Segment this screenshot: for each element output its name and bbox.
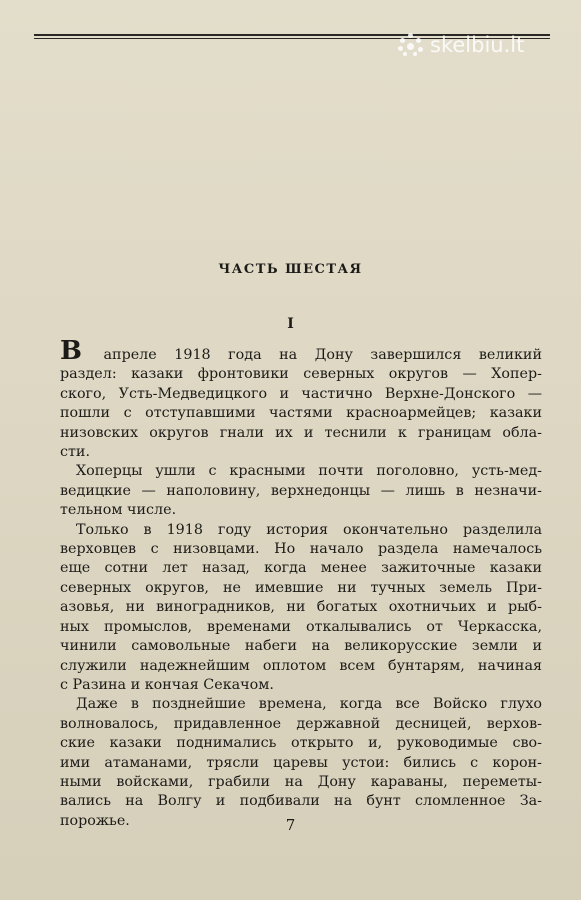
text-line: сти.	[60, 444, 90, 461]
watermark-text: skelbiu.lt	[430, 33, 525, 57]
text-line: служили надежнейшим оплотом всем бунтарям, начиная	[60, 657, 542, 674]
text-line: чинили самовольные набеги на великорусские земли и	[60, 638, 542, 655]
drop-cap: В	[60, 336, 82, 366]
text-line: Хоперцы ушли с красными почти поголовно, усть-мед-	[76, 463, 542, 480]
text-line: азовья, ни виноградников, ни богатых охотничьих и рыб-	[60, 599, 542, 616]
text-line: ных промыслов, временами откалывались от Черкасска,	[60, 618, 542, 635]
text-line: ведицкие — наполовину, верхнедонцы — лишь в незначи-	[60, 482, 542, 499]
text-line: вались на Волгу и подбивали на бунт сломленное За-	[60, 793, 542, 810]
text-line: ского, Усть-Медведицкого и частично Верхне-Донского —	[60, 385, 542, 402]
text-line: ими атаманами, трясли царевы устои: бились с корон-	[60, 754, 542, 771]
text-line: северных округов, не имевшие ни тучных земель При-	[60, 579, 542, 596]
text-line: порожье.	[60, 812, 130, 829]
text-line: ными войсками, грабили на Дону караваны, переметы-	[60, 773, 542, 790]
text-line: верховцев с низовцами. Но начало раздела намечалось	[60, 541, 542, 558]
text-line: низовских округов гнали их и теснили к границам обла-	[60, 424, 542, 441]
site-watermark	[398, 30, 558, 60]
chapter-number: I	[287, 316, 294, 332]
text-line: В апреле 1918 года на Дону завершился великий	[60, 336, 542, 366]
part-title: ЧАСТЬ ШЕСТАЯ	[218, 262, 363, 277]
text-line: Только в 1918 году история окончательно разделила	[76, 521, 542, 538]
text-line: ские казаки поднимались открыто и, руководимые сво-	[60, 735, 542, 752]
watermark-dots-icon	[398, 33, 424, 57]
text-line: тельном числе.	[60, 502, 177, 519]
text-line: с Разина и кончая Секачом.	[60, 676, 274, 693]
text-line: раздел: казаки фронтовики северных округов — Хопер-	[60, 366, 542, 383]
text-line: пошли с отступавшими частями красноармейцев; казаки	[60, 405, 542, 422]
text-line: волновалось, придавленное державной десницей, верхов-	[60, 715, 542, 732]
text-line: Даже в позднейшие времена, когда все Войско глухо	[76, 696, 542, 713]
body-text	[60, 336, 542, 831]
text-line: еще сотни лет назад, когда менее зажиточные казаки	[60, 560, 542, 577]
page-number: 7	[285, 816, 296, 834]
